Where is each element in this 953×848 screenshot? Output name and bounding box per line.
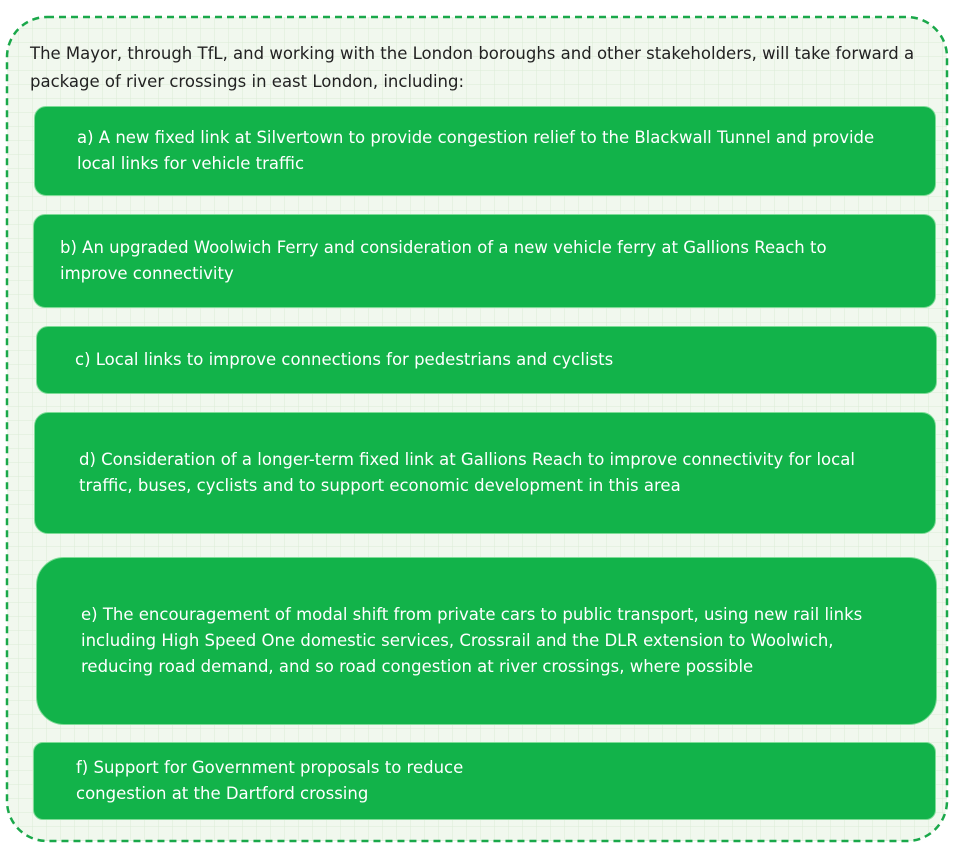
item-f-box (33, 742, 936, 820)
item-d-text: d) Consideration of a longer-term fixed link at Gallions Reach to improve connectivity for local traffic, buses, cyclists and to support economic development in this area (79, 450, 855, 495)
item-b-box (33, 214, 936, 308)
item-e-box (36, 557, 937, 725)
item-c-box (36, 326, 937, 394)
item-b-text: b) An upgraded Woolwich Ferry and consideration of a new vehicle ferry at Gallions Reach to improve connectivity (60, 238, 827, 283)
item-f-text: f) Support for Government proposals to reduce congestion at the Dartford crossing (76, 758, 464, 803)
item-a-box (34, 106, 936, 196)
item-a-text: a) A new fixed link at Silvertown to provide congestion relief to the Blackwall Tunnel and provide local links for vehicle traffic (77, 128, 875, 173)
item-d-box (34, 412, 936, 534)
item-e-text: e) The encouragement of modal shift from private cars to public transport, using new rail links including High Speed One domestic services, Crossrail and the DLR extension to Woolwich, reducing road demand, and so road congestion at river crossings, where possible (81, 605, 863, 676)
item-c-text: c) Local links to improve connections for pedestrians and cyclists (75, 350, 614, 369)
intro-paragraph: The Mayor, through TfL, and working with the London boroughs and other stakeholders, will take forward a package of river crossings in east London, including: (30, 44, 915, 91)
